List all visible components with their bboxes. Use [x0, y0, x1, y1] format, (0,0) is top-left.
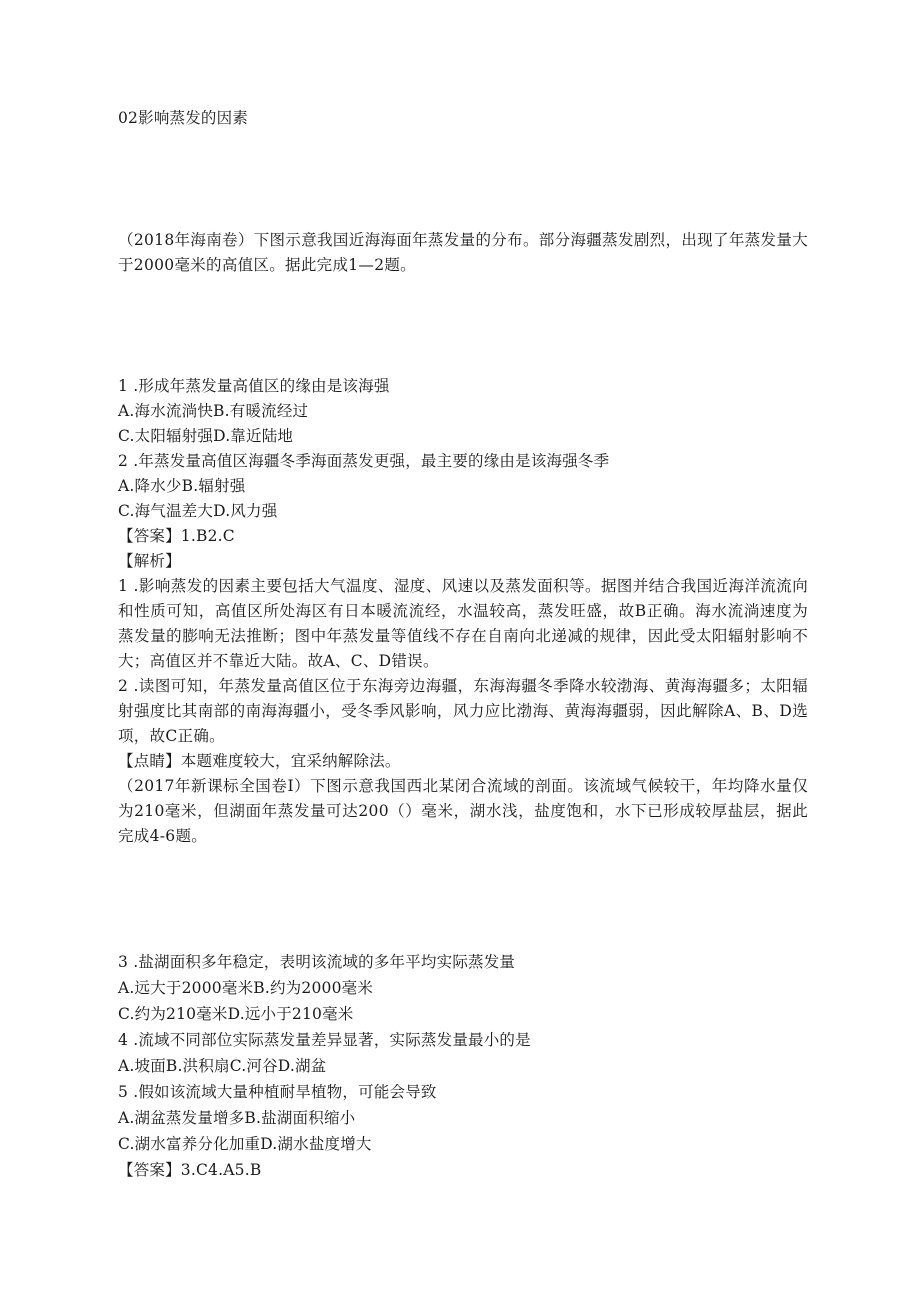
- answer-3-5: 【答案】3.C4.A5.B: [118, 1161, 262, 1179]
- question-1-options-cd: C.太阳辐射强D.靠近陆地: [118, 427, 294, 445]
- question-4-stem: 4 .流域不同部位实际蒸发量差异显著，实际蒸发量最小的是: [118, 1031, 531, 1049]
- intro-2017: （2017年新课标全国卷I）下图示意我国西北某闭合流域的剖面。该流域气候较干，年均降水量仅为210毫米，但湖面年蒸发量可达200（）毫米，湖水浅，盐度饱和，水下已形成较厚盐层，据此完成4-6题。: [118, 777, 808, 845]
- analysis-1: 1 .影响蒸发的因素主要包括大气温度、湿度、风速以及蒸发面积等。据图并结合我国近海洋流流向和性质可知，高值区所处海区有日本暖流流经，水温较高，蒸发旺盛，故B正确。海水流淌速度为蒸发量的膨响无法推断；图中年蒸发量等值线不存在自南向北递减的规律，因此受太阳辐射影响不大；高值区并不靠近大陆。故A、C、D错误。: [118, 577, 808, 670]
- question-3-options-ab: A.远大于2000毫米B.约为2000毫米: [118, 979, 374, 997]
- question-4-options: A.坡面B.洪积扇C.河谷D.湖盆: [118, 1057, 327, 1075]
- question-2-options-ab: A.降水少B.辐射强: [118, 477, 246, 495]
- tip: 【点睛】本题难度较大，宜采纳解除法。: [118, 752, 401, 770]
- question-5-stem: 5 .假如该流域大量种植耐旱植物，可能会导致: [118, 1083, 437, 1101]
- question-5-options-ab: A.湖盆蒸发量增多B.盐湖面积缩小: [118, 1109, 356, 1127]
- question-3-stem: 3 .盐湖面积多年稳定，表明该流域的多年平均实际蒸发量: [118, 953, 516, 971]
- analysis-2: 2 .读图可知，年蒸发量高值区位于东海旁边海疆，东海海疆冬季降水较渤海、黄海海疆多；太阳辐射强度比其南部的南海海疆小，受冬季风影响，风力应比渤海、黄海海疆弱，因此解除A、B、D选项，故C正确。: [118, 677, 808, 745]
- question-2-options-cd: C.海气温差大D.风力强: [118, 502, 278, 520]
- question-2-stem: 2 .年蒸发量高值区海疆冬季海面蒸发更强，最主要的缘由是该海强冬季: [118, 452, 610, 470]
- question-5-options-cd: C.湖水富养分化加重D.湖水盐度增大: [118, 1135, 372, 1153]
- section-heading: 02影响蒸发的因素: [118, 109, 249, 127]
- question-3-options-cd: C.约为210毫米D.远小于210毫米: [118, 1005, 354, 1023]
- intro-2018: （2018年海南卷）下图示意我国近海海面年蒸发量的分布。部分海疆蒸发剧烈，出现了年蒸发量大于2000毫米的高值区。据此完成1—2题。: [118, 231, 808, 274]
- answer-1-2: 【答案】1.B2.C: [118, 527, 235, 545]
- question-1-stem: 1 .形成年蒸发量高值区的缘由是该海强: [118, 377, 390, 395]
- analysis-label: 【解析】: [118, 552, 181, 570]
- question-1-options-ab: A.海水流淌快B.有暖流经过: [118, 402, 309, 420]
